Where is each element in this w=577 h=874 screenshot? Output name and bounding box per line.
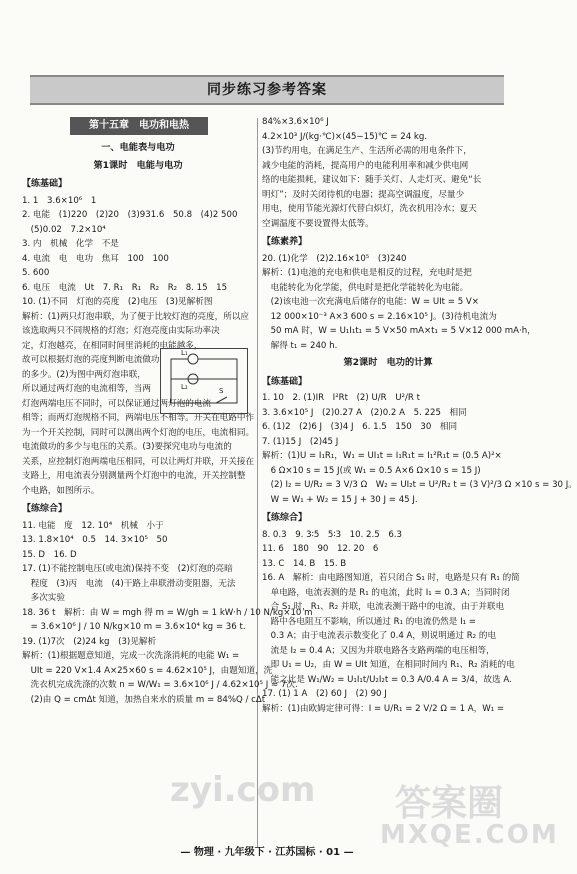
answer-line: 减少电能的消耗，提高用户的电能利用率和减少供电网 xyxy=(262,160,469,171)
right-answers-1 xyxy=(262,115,514,231)
answer-line: 18. 36 t 解析：由 W = mgh 得 m = W/gh = 1 kW·h / 10 N/kg×10 m xyxy=(22,607,313,618)
watermark-right: 答案圈 xyxy=(395,783,504,824)
answer-line: 6. (1)2 (2)6 J (3)4 J 6. 1.5 150 30 相同 xyxy=(262,422,458,432)
answer-line: 0.3 A；由于电流表示数变化了 0.4 A，则说明通过 R₂ 的电 xyxy=(262,631,497,641)
answer-line: W = W₁ + W₂ = 15 J + 30 J = 45 J. xyxy=(262,494,418,505)
answer-line: 即 U₁ = U₂，由 W = UIt 知道，在相同时间内 R₁、R₂ 消耗的电 xyxy=(262,660,515,670)
circuit-svg xyxy=(161,349,247,413)
watermark-bottom: MXQE.COM xyxy=(380,820,559,850)
answer-line: 解析：(1)两只灯泡串联，为了便于比较灯泡的亮度，所以应 xyxy=(22,311,250,322)
right-answers-2 xyxy=(262,252,536,354)
answer-line: 能之比是 W₁/W₂ = U₁I₁t/U₂I₂t = 0.3 A/0.4 A = 3/4，故选 A. xyxy=(262,674,512,685)
page-footer: — 物理 · 九年级下 · 江苏国标 · 01 — xyxy=(180,847,354,858)
answer-line: 用电，使用节能光源灯代替白炽灯，洗衣机用冷水；夏天 xyxy=(262,204,477,214)
right-answers-4 xyxy=(262,528,520,717)
right-answers-3 xyxy=(262,391,577,507)
answer-line: 流是 I₂ = 0.4 A；又因为并联电路各支路两端的电压相等， xyxy=(262,645,495,656)
watermark-left: zyi.com xyxy=(170,770,316,810)
answer-line: 关系，应控制灯泡两端电压相同，可以让两灯并联，开关接在 xyxy=(22,456,255,467)
answer-line: 3. 内 机械 化学 不是 xyxy=(22,239,119,249)
chapter-title: 第十五章 电功和电热 xyxy=(70,117,208,135)
answer-line: 多次实验 xyxy=(22,593,65,603)
answer-line: (3)节约用电，在满足生产、生活所必需的用电条件下， xyxy=(262,146,472,156)
answer-line: 1. 1 3.6×10⁶ 1 xyxy=(22,195,97,206)
answer-line: 相等；而两灯泡规格不同，两端电压不相等。开关在电路中作 xyxy=(22,413,255,423)
label-switch: S xyxy=(219,387,224,395)
answer-line: 定，灯泡越亮，在相同时间里消耗的电能越多， xyxy=(22,340,203,351)
answer-line: 络的电能损耗，建议如下：随手关灯、人走灯灭、避免“长 xyxy=(262,175,482,185)
tag-comprehensive-2: 【练综合】 xyxy=(262,513,308,523)
lesson-2-title: 第2课时 电功的计算 xyxy=(343,357,433,368)
answer-line: 8. 0.3 9. 3∶5 5∶3 10. 2.5 6.3 xyxy=(262,529,402,540)
answer-line: 6. 电压 电流 Ut 7. R₁ R₁ R₂ R₂ 8. 15 15 xyxy=(22,282,228,293)
answer-line: 灯泡两端电压不同时，可以保证通过两灯泡的电流 xyxy=(22,398,212,409)
answer-line: 个电路，如图所示。 xyxy=(22,485,100,496)
tag-literacy: 【练素养】 xyxy=(262,237,308,247)
answer-line: 13. 1.8×10⁴ 0.5 14. 3×10⁵ 50 xyxy=(22,535,168,545)
answer-line: (2)该电池一次充满电后储存的电能：W = UIt = 5 V× xyxy=(262,297,479,307)
answer-line: 20. (1)化学 (2)2.16×10⁵ (3)240 xyxy=(262,253,407,264)
answer-line: 12 000×10⁻³ A×3 600 s = 2.16×10⁵ J。(3)待机电流为 xyxy=(262,311,497,322)
answer-line: 洗衣机完成洗涤的次数 n = W/W₁ = 3.6×10⁶ J / 4.62×10⁵ J ≈ 7次. xyxy=(22,680,298,690)
answer-line: 2. 电能 (1)220 (2)20 (3)931.6 50.8 (4)2 500 xyxy=(22,210,238,220)
left-answers-1 xyxy=(22,194,254,499)
answer-line: 4.2×10³ J/(kg·℃)×(45−15)℃ = 24 kg. xyxy=(262,131,428,142)
answer-line: 13. C 14. B 15. B xyxy=(262,558,347,569)
section-title: 一、电能表与电功 xyxy=(101,142,175,153)
answers-banner: 同步练习参考答案 xyxy=(30,75,504,105)
answer-line: 解析：(1)由欧姆定律可得：I = U/R₁ = 2 V/2 Ω = 1 A，W₁ = xyxy=(262,703,505,714)
tag-basic: 【练基础】 xyxy=(22,179,68,189)
label-l1: L₁ xyxy=(181,349,188,357)
answer-line: 3. 3.6×10⁵ J (2)0.27 A (2)0.2 A 5. 225 相同 xyxy=(262,407,467,418)
answer-line: 电流做功的多少与电压的关系。(3)要探究电功与电流的 xyxy=(22,442,232,452)
tag-basic-2: 【练基础】 xyxy=(262,376,308,387)
tag-comprehensive: 【练综合】 xyxy=(22,504,68,514)
answer-line: 单电路，电流表测的是 R₁ 的电流，此时 I₁ = 0.3 A；当同时闭 xyxy=(262,587,510,598)
answer-line: UIt = 220 V×1.4 A×25×60 s = 4.62×10⁵ J，由题知道，洗 xyxy=(22,665,273,676)
answer-line: 15. D 16. D xyxy=(22,549,77,560)
lesson-1-title: 第1课时 电能与电功 xyxy=(93,159,183,171)
answer-line: 11. 电能 度 12. 10⁴ 机械 小于 xyxy=(22,520,164,531)
answer-line: 合 S₁ 时，R₁、R₂ 并联，电流表测干路中的电流，由于并联电 xyxy=(262,602,505,612)
answer-line: 电能转化为化学能，供电时是把化学能转化为电能。 xyxy=(262,282,469,293)
answer-line: 84%×3.6×10⁶ J xyxy=(262,117,329,127)
answer-line: 程度 (3)丙 电流 (4)干路上串联滑动变阻器，无法 xyxy=(22,578,236,589)
answer-line: 解得 t₁ = 240 h. xyxy=(262,340,338,351)
answer-line: 7. (1)15 J (2)45 J xyxy=(262,436,339,447)
answer-line: 故可以根据灯泡的亮度判断电流做功 xyxy=(22,355,160,365)
answer-line: 6 Ω×10 s = 15 J(或 W₁ = 0.5 A×6 Ω×10 s = 15 J) xyxy=(262,465,481,476)
answer-line: 路中各电阻互不影响，所以通过 R₁ 的电流仍然是 I₁ = xyxy=(262,616,476,627)
answer-line: 19. (1)7次 (2)24 kg (3)见解析 xyxy=(22,636,157,647)
answer-line: 解析：(1)根据题意知道，完成一次洗涤消耗的电能 W₁ = xyxy=(22,651,240,661)
answer-line: 4. 电流 电 电功 焦耳 100 100 xyxy=(22,253,169,264)
answer-line: (2) I₂ = U/R₂ = 3 V/3 Ω W₂ = UI₂t = U²/R₂ t = (3 V)²/3 Ω ×10 s = 30 J。 xyxy=(262,480,577,490)
answer-line: 所以通过两灯泡的电流相等，当两 xyxy=(22,384,151,394)
answer-line: 支路上，用电流表分别测量两个灯泡中的电流，开关控制整 xyxy=(22,471,246,481)
answer-line: 1. 10 2. (1)IR I²Rt (2) U/R U²/R t xyxy=(262,393,420,403)
answer-line: 解析：(1)U = I₁R₁，W₁ = UI₁t = I₁R₁t = I₁²R₁t = (0.5 A)²× xyxy=(262,451,502,461)
answer-line: 17. (1)不能控制电压(或电流)保持不变 (2)灯泡的亮暗 xyxy=(22,564,233,574)
answer-line: (5)0.02 7.2×10⁴ xyxy=(22,224,106,235)
answer-line: 16. A 解析：由电路图知道，若只闭合 S₁ 时，电路是只有 R₁ 的简 xyxy=(262,573,520,583)
column-divider xyxy=(257,118,258,848)
answer-line: 的多少。(2)为图中两灯泡串联， xyxy=(22,369,146,380)
answer-line: 11. 6 180 90 12. 20 6 xyxy=(262,544,379,554)
answer-line: = 3.6×10⁶ J / 10 N/kg×10 m = 3.6×10⁴ kg = 36 t. xyxy=(22,622,246,632)
answer-line: 明灯”；及时关闭待机的电器；提高空调温度，尽量少 xyxy=(262,189,465,200)
right-column xyxy=(262,115,577,716)
answer-line: 解析：(1)电池的充电和供电是相反的过程，充电时是把 xyxy=(262,268,472,278)
circuit-diagram xyxy=(160,348,248,414)
answer-line: 为一个开关控制，同时可以测出两个灯泡的电压，电流相同。 xyxy=(22,427,255,438)
label-l2: L₂ xyxy=(181,383,188,391)
answer-line: 10. (1)不同 灯泡的亮度 (2)电压 (3)见解析图 xyxy=(22,297,213,307)
answer-line: 空调温度不要设置得太低等。 xyxy=(262,218,374,229)
answer-line: 5. 600 xyxy=(22,268,50,278)
answer-line: 50 mA 时，W = U₁I₁t₁ = 5 V×50 mA×t₁ = 5 V×12 000 mA·h， xyxy=(262,326,536,336)
answer-line: 该选取两只不同规格的灯泡；灯泡亮度由实际功率决 xyxy=(22,326,220,336)
answer-line: (2)由 Q = cmΔt 知道，加热自来水的质量 m = 84%Q / cΔt xyxy=(22,694,266,705)
answer-line: 17. (1) 1 A (2) 60 J (2) 90 J xyxy=(262,689,387,699)
